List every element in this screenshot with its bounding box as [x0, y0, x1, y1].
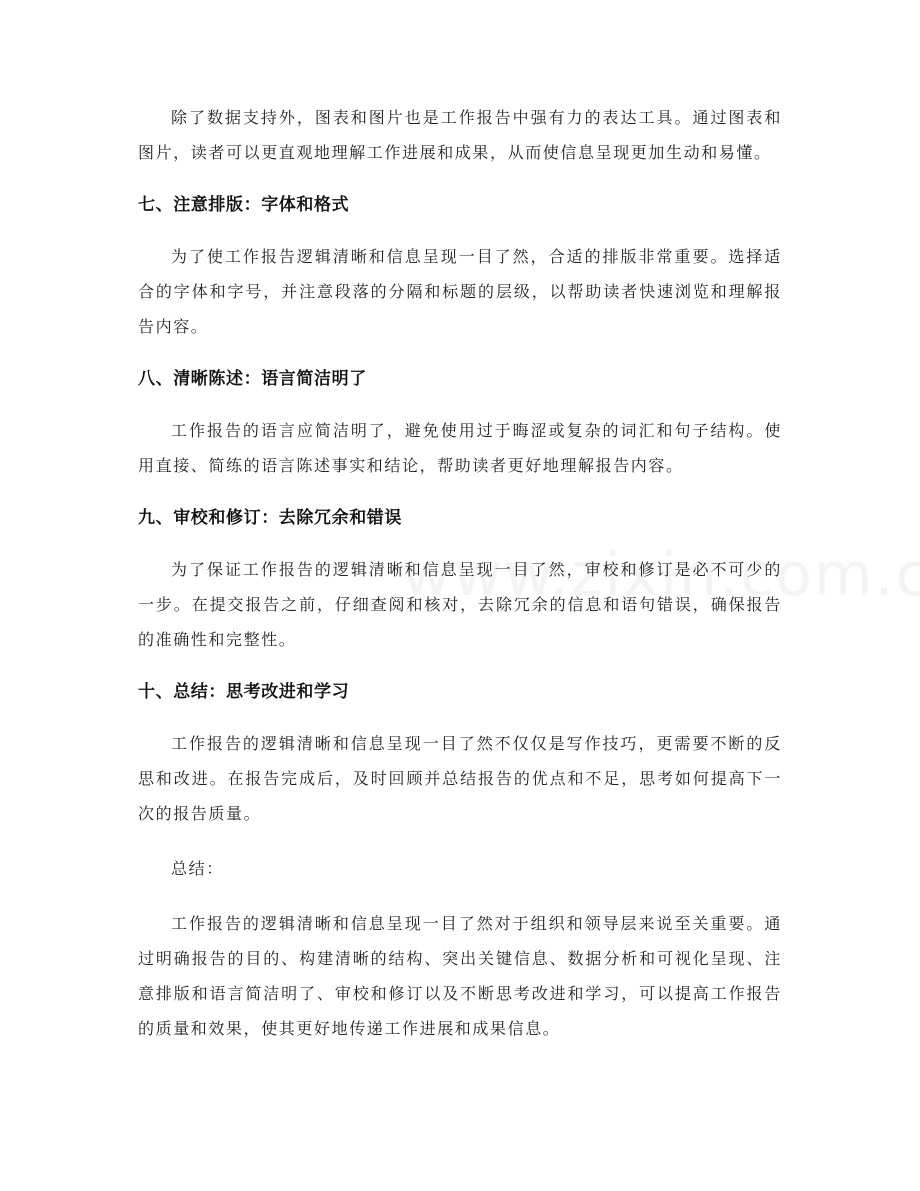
summary-label: 总结：	[171, 859, 224, 878]
paragraph-layout: 为了使工作报告逻辑清晰和信息呈现一目了然，合适的排版非常重要。选择适合的字体和字号，并注意段落的分隔和标题的层级，以帮助读者快速浏览和理解报告内容。	[138, 247, 782, 336]
section-heading-summary: 十、总结：思考改进和学习	[138, 682, 350, 702]
paragraph-summary: 工作报告的逻辑清晰和信息呈现一目了然不仅仅是写作技巧，更需要不断的反思和改进。在报告完成后，及时回顾并总结报告的优点和不足，思考如何提高下一次的报告质量。	[138, 734, 782, 823]
paragraph-charts: 除了数据支持外，图表和图片也是工作报告中强有力的表达工具。通过图表和图片，读者可以更直观地理解工作进展和成果，从而使信息呈现更加生动和易懂。	[138, 108, 782, 162]
section-heading-language: 八、清晰陈述：语言简洁明了	[138, 369, 367, 389]
section-heading-review: 九、审校和修订：去除冗余和错误	[138, 508, 402, 528]
paragraph-language: 工作报告的语言应简洁明了，避免使用过于晦涩或复杂的词汇和句子结构。使用直接、简练的语言陈述事实和结论，帮助读者更好地理解报告内容。	[138, 421, 782, 475]
section-heading-layout: 七、注意排版：字体和格式	[138, 195, 350, 215]
document-body	[138, 100, 782, 1066]
paragraph-conclusion: 工作报告的逻辑清晰和信息呈现一目了然对于组织和领导层来说至关重要。通过明确报告的目的、构建清晰的结构、突出关键信息、数据分析和可视化呈现、注意排版和语言简洁明了、审校和修订以及不断思考改进和学习，可以提高工作报告的质量和效果，使其更好地传递工作进展和成果信息。	[138, 914, 782, 1038]
paragraph-review: 为了保证工作报告的逻辑清晰和信息呈现一目了然，审校和修订是必不可少的一步。在提交报告之前，仔细查阅和核对，去除冗余的信息和语句错误，确保报告的准确性和完整性。	[138, 560, 782, 649]
